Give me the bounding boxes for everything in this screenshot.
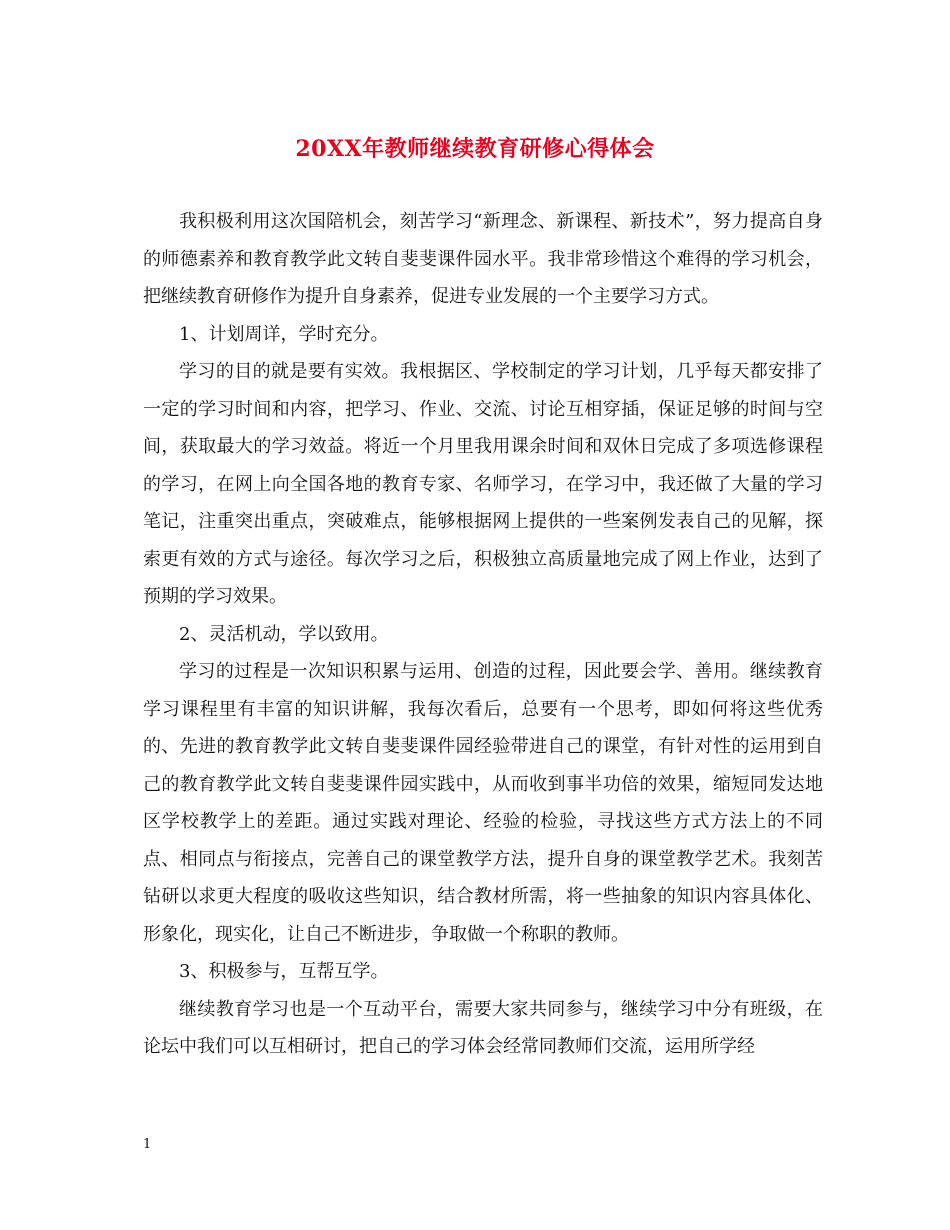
section-heading-2: 2、灵活机动，学以致用。: [179, 623, 389, 645]
section-heading-3: 3、积极参与，互帮互学。: [179, 961, 389, 982]
document-title: 20XX年教师继续教育研修心得体会: [295, 136, 655, 162]
paragraph-section-1: 学习的目的就是要有实效。我根据区、学校制定的学习计划，几乎每天都安排了一定的学习时间和内容，把学习、作业、交流、讨论互相穿插，保证足够的时间与空间，获取最大的学习效益。将近一个月里我用课余时间和双休日完成了多项选修课程的学习，在网上向全国各地的教育专家、名师学习，在学习中，我还做了大量的学习笔记，注重突出重点，突破难点，能够根据网上提供的一些案例发表自己的见解，探索更有效的方式与途径。每次学习之后，积极独立高质量地完成了网上作业，达到了预期的学习效果。: [143, 361, 823, 607]
paragraph-section-2: 学习的过程是一次知识积累与运用、创造的过程，因此要会学、善用。继续教育学习课程里有丰富的知识讲解，我每次看后，总要有一个思考，即如何将这些优秀的、先进的教育教学此文转自斐斐课件园经验带进自己的课堂，有针对性的运用到自己的教育教学此文转自斐斐课件园实践中，从而收到事半功倍的效果，缩短同发达地区学校教学上的差距。通过实践对理论、经验的检验，寻找这些方式方法上的不同点、相同点与衔接点，完善自己的课堂教学方法，提升自身的课堂教学艺术。我刻苦钻研以求更大程度的吸收这些知识，结合教材所需，将一些抽象的知识内容具体化、形象化，现实化，让自己不断进步，争取做一个称职的教师。: [143, 661, 823, 945]
section-heading-1: 1、计划周详，学时充分。: [179, 323, 389, 345]
paragraph-section-3: 继续教育学习也是一个互动平台，需要大家共同参与，继续学习中分有班级，在论坛中我们可以互相研讨，把自己的学习体会经常同教师们交流，运用所学经: [143, 998, 823, 1057]
page-number: 1: [143, 1137, 152, 1152]
paragraph-intro: 我积极利用这次国陪机会，刻苦学习“新理念、新课程、新技术”，努力提高自身的师德素养和教育教学此文转自斐斐课件园水平。我非常珍惜这个难得的学习机会，把继续教育研修作为提升自身素养，促进专业发展的一个主要学习方式。: [143, 211, 823, 307]
document-body: [143, 203, 823, 1066]
